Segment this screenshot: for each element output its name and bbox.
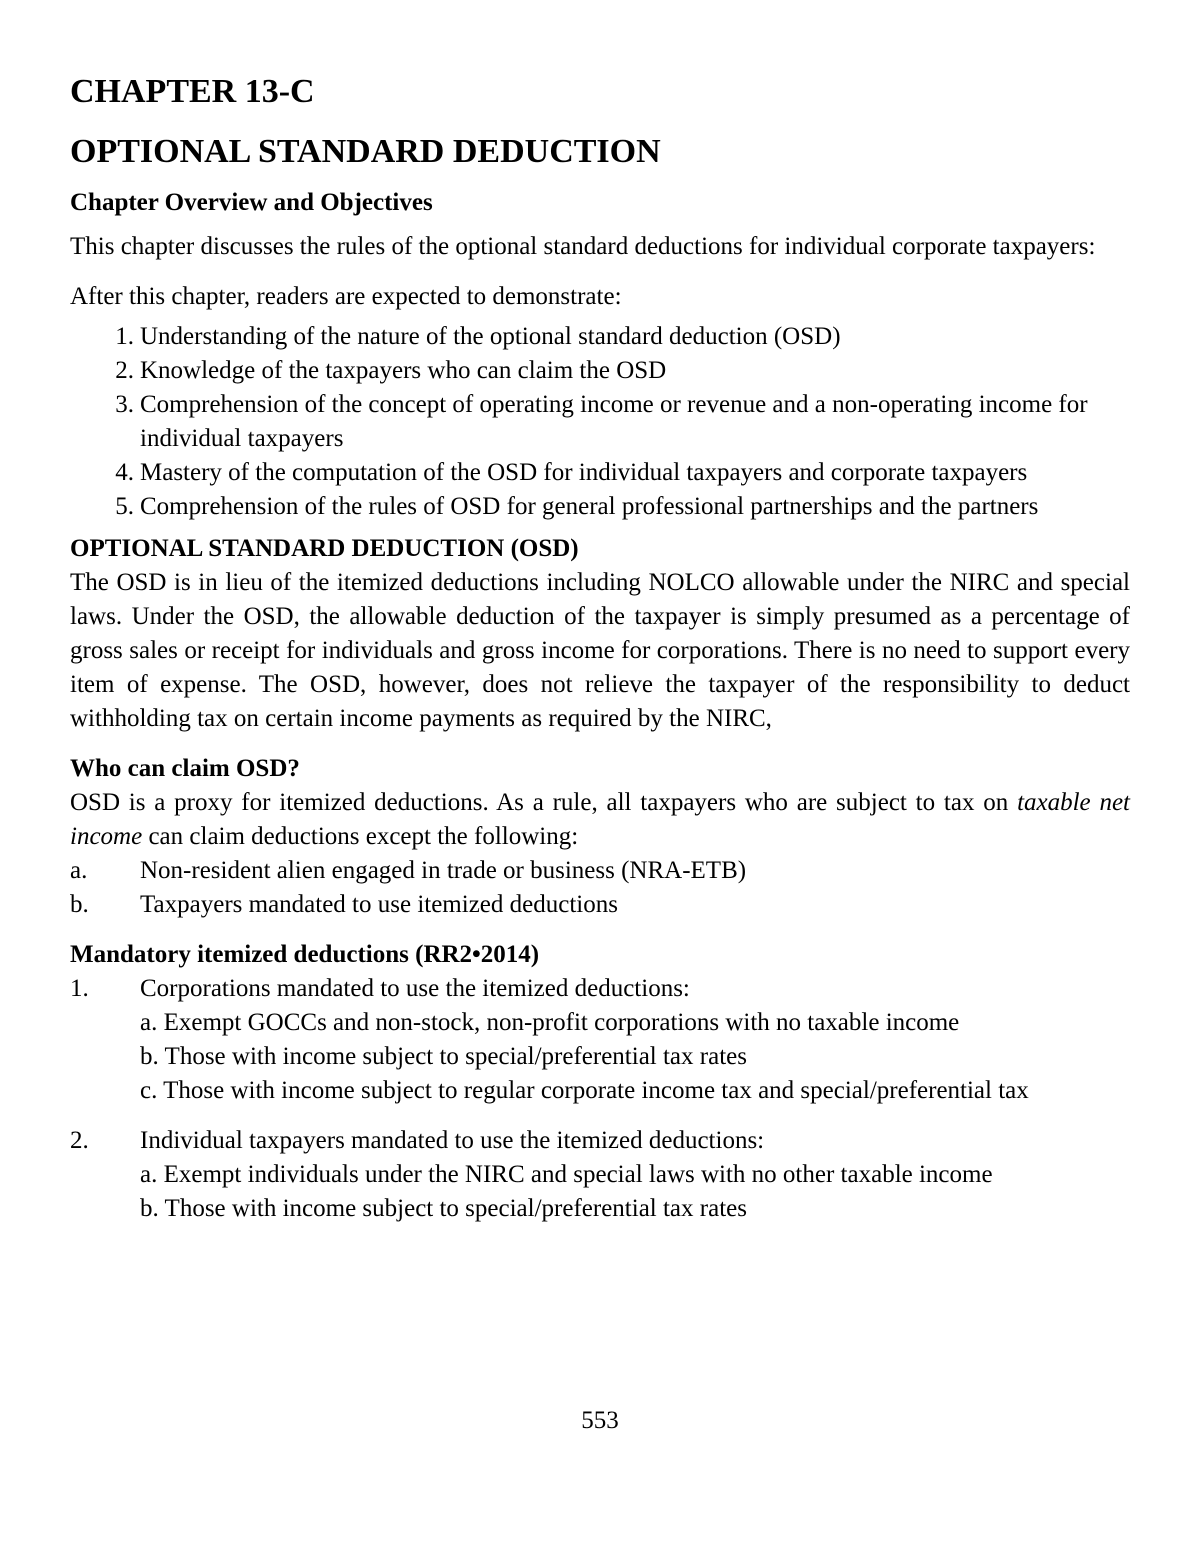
exception-text: Non-resident alien engaged in trade or business (NRA-ETB): [140, 857, 747, 884]
mandatory-sub-list: [70, 1006, 1130, 1108]
mandatory-group-title: Corporations mandated to use the itemized deductions:: [140, 975, 690, 1002]
objective-text: Understanding of the nature of the optional standard deduction (OSD): [140, 323, 841, 350]
chapter-title: OPTIONAL STANDARD DEDUCTION: [70, 133, 661, 170]
objective-item: [70, 320, 1130, 354]
mandatory-group: [70, 972, 1130, 1108]
mandatory-group-title: Individual taxpayers mandated to use the itemized deductions:: [140, 1127, 765, 1154]
who-heading: Who can claim OSD?: [70, 755, 300, 782]
overview-intro: This chapter discusses the rules of the optional standard deductions for individual corporate taxpayers:: [70, 233, 1096, 260]
objective-item: [70, 354, 1130, 388]
mandatory-sub-item: a. Exempt individuals under the NIRC and special laws with no other taxable income: [140, 1161, 993, 1188]
mandatory-sub-item: a. Exempt GOCCs and non-stock, non-profit corporations with no taxable income: [140, 1009, 960, 1036]
list-marker: 5.: [115, 493, 134, 520]
list-marker: 2.: [70, 1127, 89, 1154]
mandatory-sub-list: [70, 1158, 1130, 1226]
mandatory-sub-item: b. Those with income subject to special/preferential tax rates: [140, 1195, 747, 1222]
mandatory-sub-item: c. Those with income subject to regular corporate income tax and special/preferential tax: [140, 1077, 1029, 1104]
osd-heading: OPTIONAL STANDARD DEDUCTION (OSD): [70, 535, 579, 562]
who-body-start: OSD is a proxy for itemized deductions. As a rule, all taxpayers who are subject to tax on: [70, 789, 1018, 816]
objective-item: [70, 456, 1130, 490]
list-marker: b.: [70, 891, 89, 918]
list-marker: a.: [70, 857, 88, 884]
exception-item: [70, 888, 1130, 922]
objective-text: Knowledge of the taxpayers who can claim the OSD: [140, 357, 667, 384]
list-marker: 2.: [115, 357, 134, 384]
objective-text: Comprehension of the rules of OSD for general professional partnerships and the partners: [140, 493, 1039, 520]
mandatory-group-title-row: [70, 1124, 1130, 1158]
objective-text: Mastery of the computation of the OSD for individual taxpayers and corporate taxpayers: [140, 459, 1028, 486]
mandatory-group-title-row: [70, 972, 1130, 1006]
list-marker: 1.: [70, 975, 89, 1002]
objective-text: Comprehension of the concept of operating income or revenue and a non-operating income for individual taxpayers: [140, 391, 1088, 452]
who-body: [70, 786, 1130, 854]
list-marker: 1.: [115, 323, 134, 350]
overview-lead: After this chapter, readers are expected to demonstrate:: [70, 283, 622, 310]
mandatory-heading: Mandatory itemized deductions (RR2•2014): [70, 941, 540, 968]
who-body-end: can claim deductions except the following:: [142, 823, 579, 850]
objective-item: [70, 388, 1130, 456]
exceptions-list: [70, 854, 1130, 922]
mandatory-group: [70, 1124, 1130, 1226]
who-body-emphasis: taxable net income: [70, 789, 1130, 850]
exception-text: Taxpayers mandated to use itemized deductions: [140, 891, 618, 918]
page-number: 553: [581, 1407, 619, 1434]
objectives-list: [70, 320, 1130, 524]
chapter-label: CHAPTER 13-C: [70, 73, 315, 110]
exception-item: [70, 854, 1130, 888]
document-page: [70, 72, 1130, 1226]
mandatory-sub-item: b. Those with income subject to special/preferential tax rates: [140, 1043, 747, 1070]
list-marker: 3.: [115, 391, 134, 418]
objective-item: [70, 490, 1130, 524]
list-marker: 4.: [115, 459, 134, 486]
osd-body: The OSD is in lieu of the itemized deductions including NOLCO allowable under the NIRC and special laws. Under the OSD, the allowable deduction of the taxpayer is simply presumed as a percentage of gross sales or receipt for individuals and gross income for corporations. There is no need to support every item of expense. The OSD, however, does not relieve the taxpayer of the responsibility to deduct withholding tax on certain income payments as required by the NIRC,: [70, 569, 1130, 732]
overview-heading: Chapter Overview and Objectives: [70, 189, 433, 216]
